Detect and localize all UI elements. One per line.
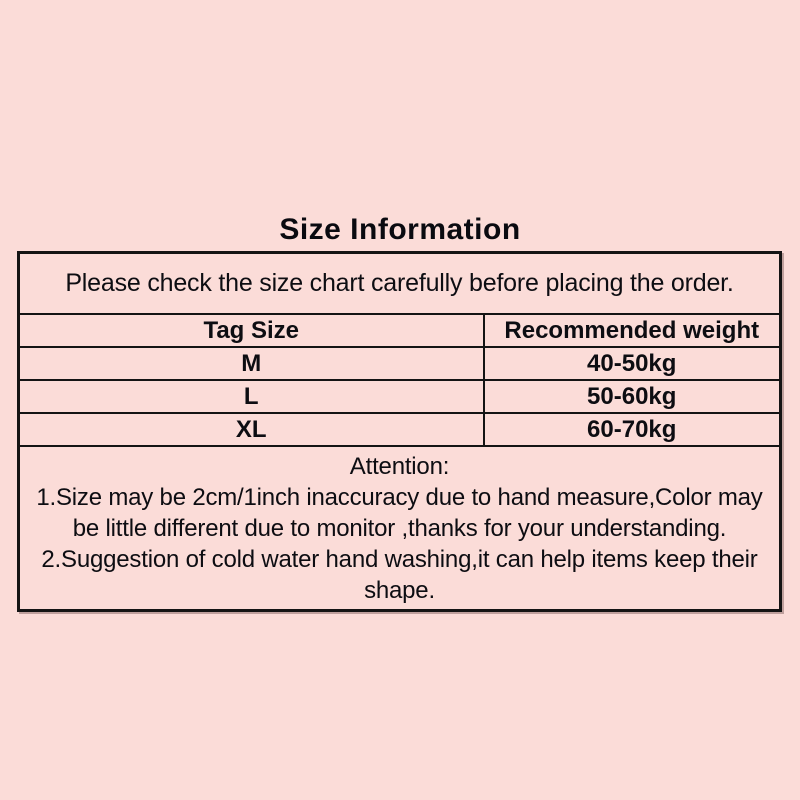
column-header-tag-size: Tag Size [19,314,484,347]
attention-note-line: 2.Suggestion of cold water hand washing,it can help items keep their [41,545,758,573]
tag-size-value: M [19,347,484,380]
attention-note-line: 1.Size may be 2cm/1inch inaccuracy due to hand measure,Color may [36,483,763,511]
header-row [19,314,781,347]
tag-size-value: XL [19,413,484,446]
notice-row [19,253,781,315]
attention-row [19,446,781,611]
recommended-weight-value: 50-60kg [484,380,781,413]
size-chart-table [17,251,782,612]
recommended-weight-value: 40-50kg [484,347,781,380]
page-title: Size Information [279,213,521,246]
tag-size-value: L [19,380,484,413]
attention-note-line: shape. [364,576,435,604]
attention-heading: Attention: [349,452,450,480]
table-row [19,380,781,413]
table-row [19,413,781,446]
attention-block [19,446,781,611]
column-header-recommended-weight: Recommended weight [484,314,781,347]
recommended-weight-value: 60-70kg [484,413,781,446]
table-row [19,347,781,380]
attention-note-line: be little different due to monitor ,thanks for your understanding. [72,514,727,542]
notice-text: Please check the size chart carefully before placing the order. [19,253,781,315]
